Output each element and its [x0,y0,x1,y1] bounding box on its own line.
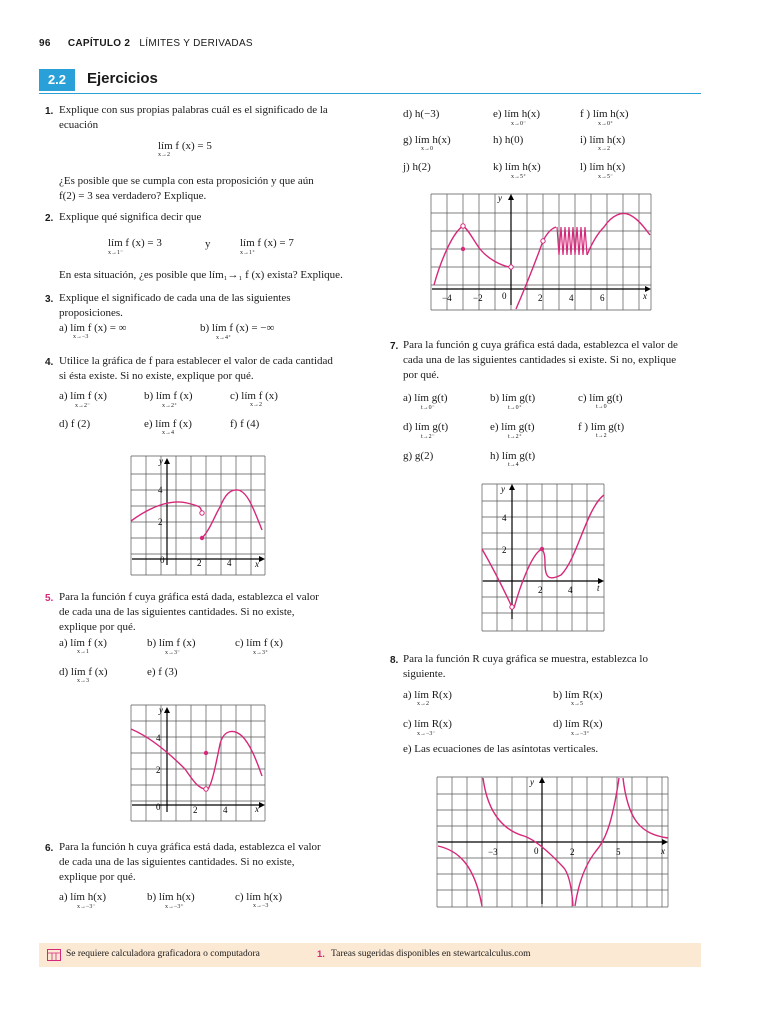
ex6-tick-x6: 6 [600,293,605,303]
ex6-i-text: i) lím h(x) [580,134,626,146]
ex4-e-sub: x→4 [162,430,174,436]
ex8-x-label: x [661,846,665,856]
ex6-e-sub: x→0⁻ [511,121,527,127]
ex8-graph [436,776,669,908]
ex7-c-sub: t→0 [596,404,607,410]
ex5-line2: de cada una de las siguientes cantidades. Si no existe, [59,606,295,618]
ex6-origin: 0 [502,291,507,301]
ex6-item-h: h) h(0) [493,134,524,146]
ex5-c-text: c) lím f (x) [235,637,283,649]
ex2-number: 2. [45,213,54,224]
ex8-a-text: a) lím R(x) [403,689,452,701]
ex6-f-sub: x→0⁺ [598,121,614,127]
ex5-item-d [59,666,108,684]
ex5-number: 5. [45,593,54,604]
ex1-eq-sub: x→2 [158,152,170,158]
ex8-axis-arrows [539,777,668,845]
ex2-eqA-text: lím f (x) = 3 [108,237,162,249]
ex6-curve-1 [434,226,509,285]
footer-calc-text: Se requiere calculadora graficadora o computadora [66,949,260,959]
ex6-tick-x2: 2 [538,293,543,303]
ex5-b-text: b) lím f (x) [147,637,196,649]
ex6-a-sub: x→−3⁻ [77,904,96,910]
ex4-axis-arrows [164,458,265,562]
ex6-g-sub: x→0 [421,146,433,152]
ex5-curve-1 [131,729,206,789]
ex7-x-label: t [597,583,600,593]
ex6-l-sub: x→5⁻ [598,174,614,180]
ex3-a-sub: x→−3 [73,334,89,340]
ex7-tick-x2: 2 [538,585,543,595]
ex5-tick-y4: 4 [156,733,161,743]
ex2-eqA-sub: x→1⁻ [108,250,124,256]
ex5-axes [132,712,260,812]
ex7-d-sub: t→2⁻ [421,434,435,440]
ex6-item-d: d) h(−3) [403,108,440,120]
ex5-c-sub: x→3⁺ [253,650,269,656]
ex4-item-d: d) f (2) [59,418,91,430]
ex8-tick-x5: 5 [616,847,621,857]
ex2-eqB-text: lím f (x) = 7 [240,237,294,249]
ex8-axes [438,782,664,904]
ex2-eqA [108,237,162,256]
ex6-tick-x4: 4 [569,293,574,303]
ex7-tick-y2: 2 [502,545,507,555]
ex7-line3: por qué. [403,369,440,381]
ex8-line2: siguiente. [403,668,446,680]
ex6-b-sub: x→−3⁺ [165,904,184,910]
ex5-grid [131,705,265,821]
ex8-b-text: b) lím R(x) [553,689,603,701]
ex4-c-text: c) lím f (x) [230,390,278,402]
ex8-tick-xm3: −3 [488,847,498,857]
ex6-curve-2 [516,227,556,309]
ex4-x-label: x [255,559,259,569]
ex7-graph [481,483,605,632]
ex6-open-dot-3 [541,239,545,243]
ex5-tick-y2: 2 [156,765,161,775]
ex5-axis-arrows [164,707,265,808]
ex4-tick-y2: 2 [158,517,163,527]
ex6-k-sub: x→5⁺ [511,174,527,180]
ex5-item-b [147,637,196,656]
ex4-e-text: e) lím f (x) [144,418,192,430]
ex7-grid [482,484,604,631]
ex6-line2: de cada una de las siguientes cantidades. Si no existe, [59,856,295,868]
ex4-b-text: b) lím f (x) [144,390,193,402]
ex8-c-text: c) lím R(x) [403,718,452,730]
ex6-e-text: e) lím h(x) [493,108,541,120]
section-number: 2.2 [39,69,75,91]
section-bar [39,69,701,94]
ex8-item-e: e) Las ecuaciones de las asíntotas verticales. [403,743,599,755]
ex8-tick-x2: 2 [570,847,575,857]
ex5-a-text: a) lím f (x) [59,637,107,649]
ex6-item-a [59,891,107,910]
ex2-question: En esta situación, ¿es posible que lím₁→₁ f (x) exista? Explique. [59,269,343,281]
ex7-item-g: g) g(2) [403,450,434,462]
ex3-a [59,322,127,340]
ex6-number: 6. [45,843,54,854]
ex4-item-e [144,418,192,436]
ex6-open-dot-1 [461,224,465,228]
footer-bar [39,943,701,967]
ex1-line2: ecuación [59,119,99,131]
ex4-tick-x4: 4 [227,558,232,568]
ex6-tick-xm4: −4 [442,293,452,303]
ex5-tick-x4: 4 [223,805,228,815]
ex6-l-text: l) lím h(x) [580,161,626,173]
ex7-d-text: d) lím g(t) [403,421,449,433]
ex5-y-label: y [159,705,163,715]
ex5-curve-2 [208,731,262,789]
ex6-i-sub: x→2 [598,146,610,152]
ex8-line1: Para la función R cuya gráfica se muestra, establezca lo [403,653,648,665]
ex4-line1: Utilice la gráfica de f para establecer el valor de cada cantidad [59,355,333,367]
ex3-line2: proposiciones. [59,307,123,319]
footer-text: Tareas sugeridas disponibles en stewartcalculus.com [331,949,531,959]
footer-number: 1. [317,949,325,960]
ex5-line3: explique por qué. [59,621,136,633]
ex4-item-f: f) f (4) [230,418,260,430]
ex8-item-c [403,718,452,737]
ex5-a-sub: x→1 [77,649,89,655]
ex7-h-sub: t→4 [508,462,519,468]
ex6-f-text: f ) lím h(x) [580,108,629,120]
ex6-c-text: c) lím h(x) [235,891,283,903]
ex7-h-text: h) lím g(t) [490,450,536,462]
page-header [39,38,253,49]
ex7-curve-1 [482,549,511,605]
ex1-q2: f(2) = 3 sea verdadero? Explique. [59,190,207,202]
chapter-title: LÍMITES Y DERIVADAS [139,38,253,49]
ex5-filled-dot [204,751,208,755]
ex3-b-sub: x→4⁺ [216,335,232,341]
ex7-f-text: f ) lím g(t) [578,421,625,433]
ex4-b-sub: x→2⁺ [162,403,178,409]
ex5-open-dot-1 [204,787,208,791]
ex6-item-f [580,108,629,127]
ex1-number: 1. [45,106,54,117]
ex8-origin: 0 [534,846,539,856]
ex7-curve-2 [514,495,604,608]
ex4-a-text: a) lím f (x) [59,390,107,402]
ex6-y-label: y [498,193,502,203]
section-title: Ejercicios [87,70,158,87]
ex6-tick-xm2: −2 [473,293,483,303]
ex7-tick-x4: 4 [568,585,573,595]
ex8-curve-4 [623,778,668,838]
ex7-f-sub: t→2 [596,433,607,439]
ex6-x-label: x [643,291,647,301]
ex7-e-text: e) lím g(t) [490,421,535,433]
ex7-a-text: a) lím g(t) [403,392,448,404]
ex7-e-sub: t→2⁺ [508,434,522,440]
ex6-item-g [403,134,451,152]
ex4-y-label: y [159,456,163,466]
ex4-number: 4. [45,357,54,368]
ex2-line1: Explique qué significa decir que [59,211,202,223]
ex3-number: 3. [45,294,54,305]
ex7-item-a [403,392,448,411]
ex6-item-e [493,108,541,127]
ex2-eqB [240,237,294,256]
calculator-icon [47,949,61,961]
ex7-item-e [490,421,535,440]
ex6-filled-dot-1 [461,247,465,251]
ex5-line1: Para la función f cuya gráfica está dada, establezca el valor [59,591,319,603]
ex1-line1: Explique con sus propias palabras cuál es el significado de la [59,104,328,116]
ex5-item-c [235,637,283,656]
ex7-c-text: c) lím g(t) [578,392,623,404]
ex6-line1: Para la función h cuya gráfica está dada, establezca el valor [59,841,321,853]
ex4-line2: si ésta existe. Si no existe, explique por qué. [59,370,254,382]
ex5-d-sub: x→3 [77,678,89,684]
ex3-a-text: a) lím f (x) = ∞ [59,322,127,334]
ex4-open-dot [200,511,204,515]
ex4-tick-y4: 4 [158,485,163,495]
ex6-open-dot-2 [509,265,513,269]
ex7-line1: Para la función g cuya gráfica está dada, establezca el valor de [403,339,678,351]
ex6-item-j: j) h(2) [403,161,431,173]
ex6-item-c [235,891,283,909]
ex4-tick-x2: 2 [197,558,202,568]
ex6-item-i [580,134,626,152]
ex3-b-text: b) lím f (x) = −∞ [200,322,275,334]
ex4-axes [132,463,260,565]
ex7-item-c [578,392,623,410]
chapter-label: CAPÍTULO 2 [67,38,131,49]
ex8-d-text: d) lím R(x) [553,718,603,730]
ex8-y-label: y [530,777,534,787]
ex6-a-text: a) lím h(x) [59,891,107,903]
ex6-b-text: b) lím h(x) [147,891,195,903]
ex5-graph [130,704,266,822]
ex8-item-b [553,689,603,707]
ex7-open-dot-1 [510,605,514,609]
ex4-c-sub: x→2 [250,402,262,408]
ex6-line3: explique por qué. [59,871,136,883]
ex7-b-sub: t→0⁺ [508,405,522,411]
ex8-number: 8. [390,655,399,666]
ex7-filled-dot [540,547,544,551]
ex4-a-sub: x→2⁻ [75,403,91,409]
ex6-k-text: k) lím h(x) [493,161,541,173]
ex5-x-label: x [255,804,259,814]
ex7-item-b [490,392,536,411]
ex4-origin: 0 [160,555,165,565]
ex6-item-k [493,161,541,180]
ex7-tick-y4: 4 [502,513,507,523]
ex8-item-a [403,689,452,707]
ex4-item-c [230,390,278,408]
ex1-equation [158,140,212,158]
ex6-item-l [580,161,626,180]
ex7-y-label: y [501,484,505,494]
ex1-q1: ¿Es posible que se cumpla con esta proposición y que aún [59,175,314,187]
ex2-eqB-sub: x→1⁺ [240,250,256,256]
ex5-b-sub: x→3⁻ [165,650,181,656]
ex1-eq-text: lím f (x) = 5 [158,140,212,152]
ex8-curve-1 [438,846,482,906]
ex8-item-d [553,718,603,737]
ex7-item-h [490,450,536,468]
ex4-item-b [144,390,193,409]
ex4-graph [130,455,266,576]
ex7-line2: cada una de las siguientes cantidades si existe. Si no, explique [403,354,677,366]
ex5-item-a [59,637,107,655]
ex4-item-a [59,390,107,409]
ex2-y: y [205,238,211,250]
ex5-item-e: e) f (3) [147,666,178,678]
ex6-c-sub: x→−3 [253,903,269,909]
ex3-b [200,322,275,341]
ex7-item-d [403,421,449,440]
ex7-a-sub: t→0⁻ [421,405,435,411]
page-number: 96 [39,38,51,49]
ex5-d-text: d) lím f (x) [59,666,108,678]
ex6-graph [430,193,652,311]
ex5-origin: 0 [156,802,161,812]
ex6-item-b [147,891,195,910]
ex5-tick-x2: 2 [193,805,198,815]
ex4-curve-2 [202,490,262,538]
ex6-g-text: g) lím h(x) [403,134,451,146]
ex7-number: 7. [390,341,399,352]
ex8-a-sub: x→2 [417,701,429,707]
ex7-b-text: b) lím g(t) [490,392,536,404]
ex7-axis-arrows [509,484,604,584]
ex8-d-sub: x→−3⁺ [571,731,590,737]
ex8-c-sub: x→−3⁻ [417,731,436,737]
ex7-item-f [578,421,625,439]
ex3-line1: Explique el significado de cada una de las siguientes [59,292,291,304]
ex8-b-sub: x→5 [571,701,583,707]
